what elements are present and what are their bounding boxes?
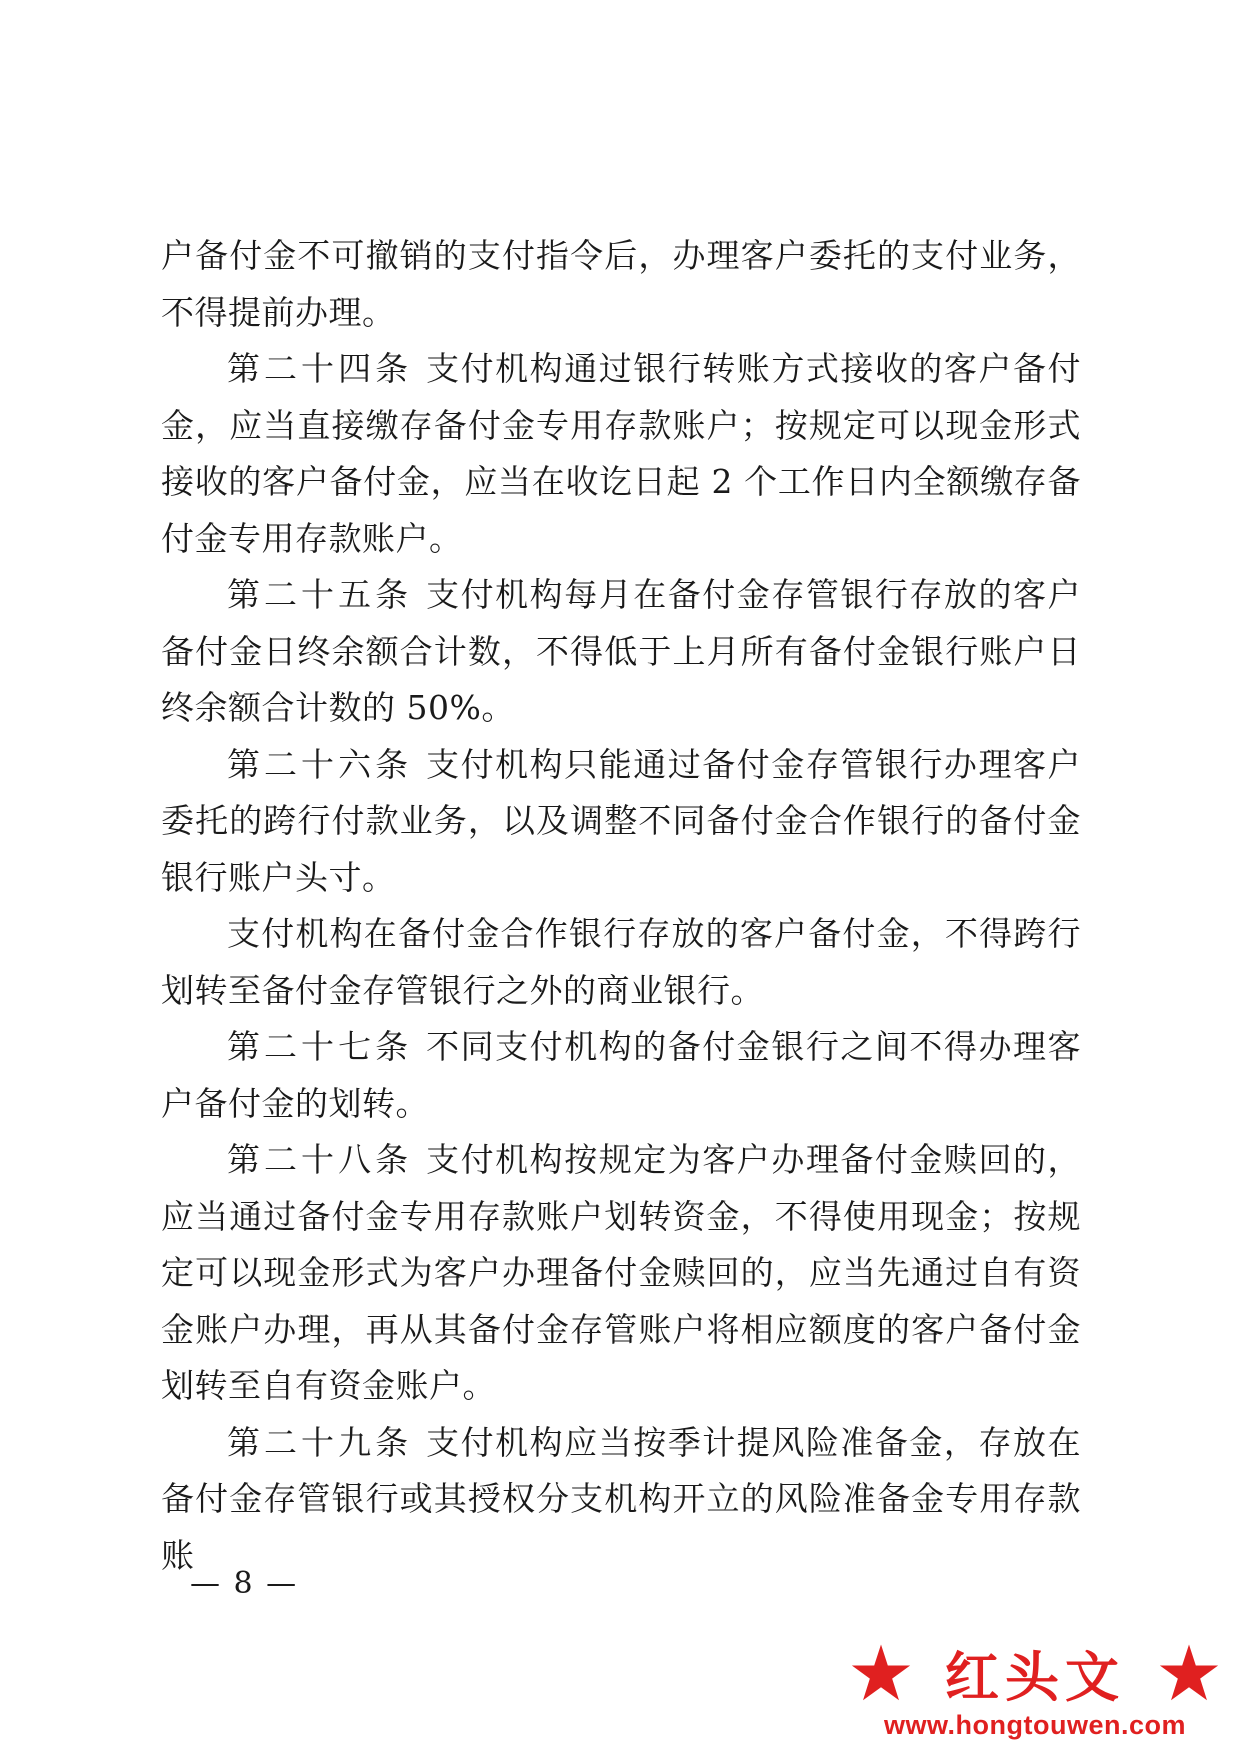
paragraph-article-26	[161, 737, 1081, 907]
paragraph-article-24	[161, 341, 1081, 567]
paragraph-1	[161, 228, 1081, 341]
paragraph-text: 支付机构应当按季计提风险准备金，存放在备付金存管银行或其授权分支机构开立的风险准备金专用存款账	[161, 1422, 1082, 1575]
paragraph-text: 支付机构按规定为客户办理备付金赎回的，应当通过备付金专用存款账户划转资金，不得使用现金；按规定可以现金形式为客户办理备付金赎回的，应当先通过自有资金账户办理，再从其备付金存管账户将相应额度的客户备付金划转至自有资金账户。	[161, 1140, 1082, 1405]
paragraph-article-26-clause-2	[161, 906, 1081, 1019]
paragraph-text: 户备付金不可撤销的支付指令后，办理客户委托的支付业务，不得提前办理。	[161, 236, 1081, 332]
star-icon	[850, 1642, 912, 1704]
watermark-text: 红头文	[945, 1645, 1125, 1709]
watermark	[850, 1640, 1220, 1750]
star-icon	[1158, 1642, 1220, 1704]
article-number: 第二十六条	[227, 744, 413, 784]
paragraph-text: 支付机构在备付金合作银行存放的客户备付金，不得跨行划转至备付金存管银行之外的商业银行。	[161, 914, 1081, 1010]
article-number: 第二十七条	[227, 1027, 413, 1066]
paragraph-article-29	[161, 1415, 1081, 1585]
paragraph-text: 支付机构通过银行转账方式接收的客户备付金，应当直接缴存备付金专用存款账户；按规定可以现金形式接收的客户备付金，应当在收讫日起 2 个工作日内全额缴存备付金专用存款账户。	[161, 349, 1082, 558]
document-body	[161, 228, 1081, 1584]
article-number: 第二十九条	[227, 1422, 413, 1462]
paragraph-text: 支付机构每月在备付金存管银行存放的客户备付金日终余额合计数，不得低于上月所有备付金银行账户日终余额合计数的 50%。	[161, 575, 1082, 727]
paragraph-article-28	[161, 1132, 1081, 1415]
article-number: 第二十四条	[227, 349, 413, 388]
paragraph-article-25	[161, 567, 1081, 737]
paragraph-text: 支付机构只能通过备付金存管银行办理客户委托的跨行付款业务，以及调整不同备付金合作银行的备付金银行账户头寸。	[161, 744, 1082, 897]
paragraph-text: 不同支付机构的备付金银行之间不得办理客户备付金的划转。	[161, 1027, 1082, 1123]
article-number: 第二十八条	[227, 1140, 413, 1179]
watermark-row	[850, 1640, 1220, 1709]
paragraph-article-27	[161, 1019, 1081, 1132]
article-number: 第二十五条	[227, 575, 413, 614]
page-number: — 8 —	[190, 1566, 299, 1601]
watermark-url: www.hongtouwen.com	[884, 1710, 1186, 1740]
